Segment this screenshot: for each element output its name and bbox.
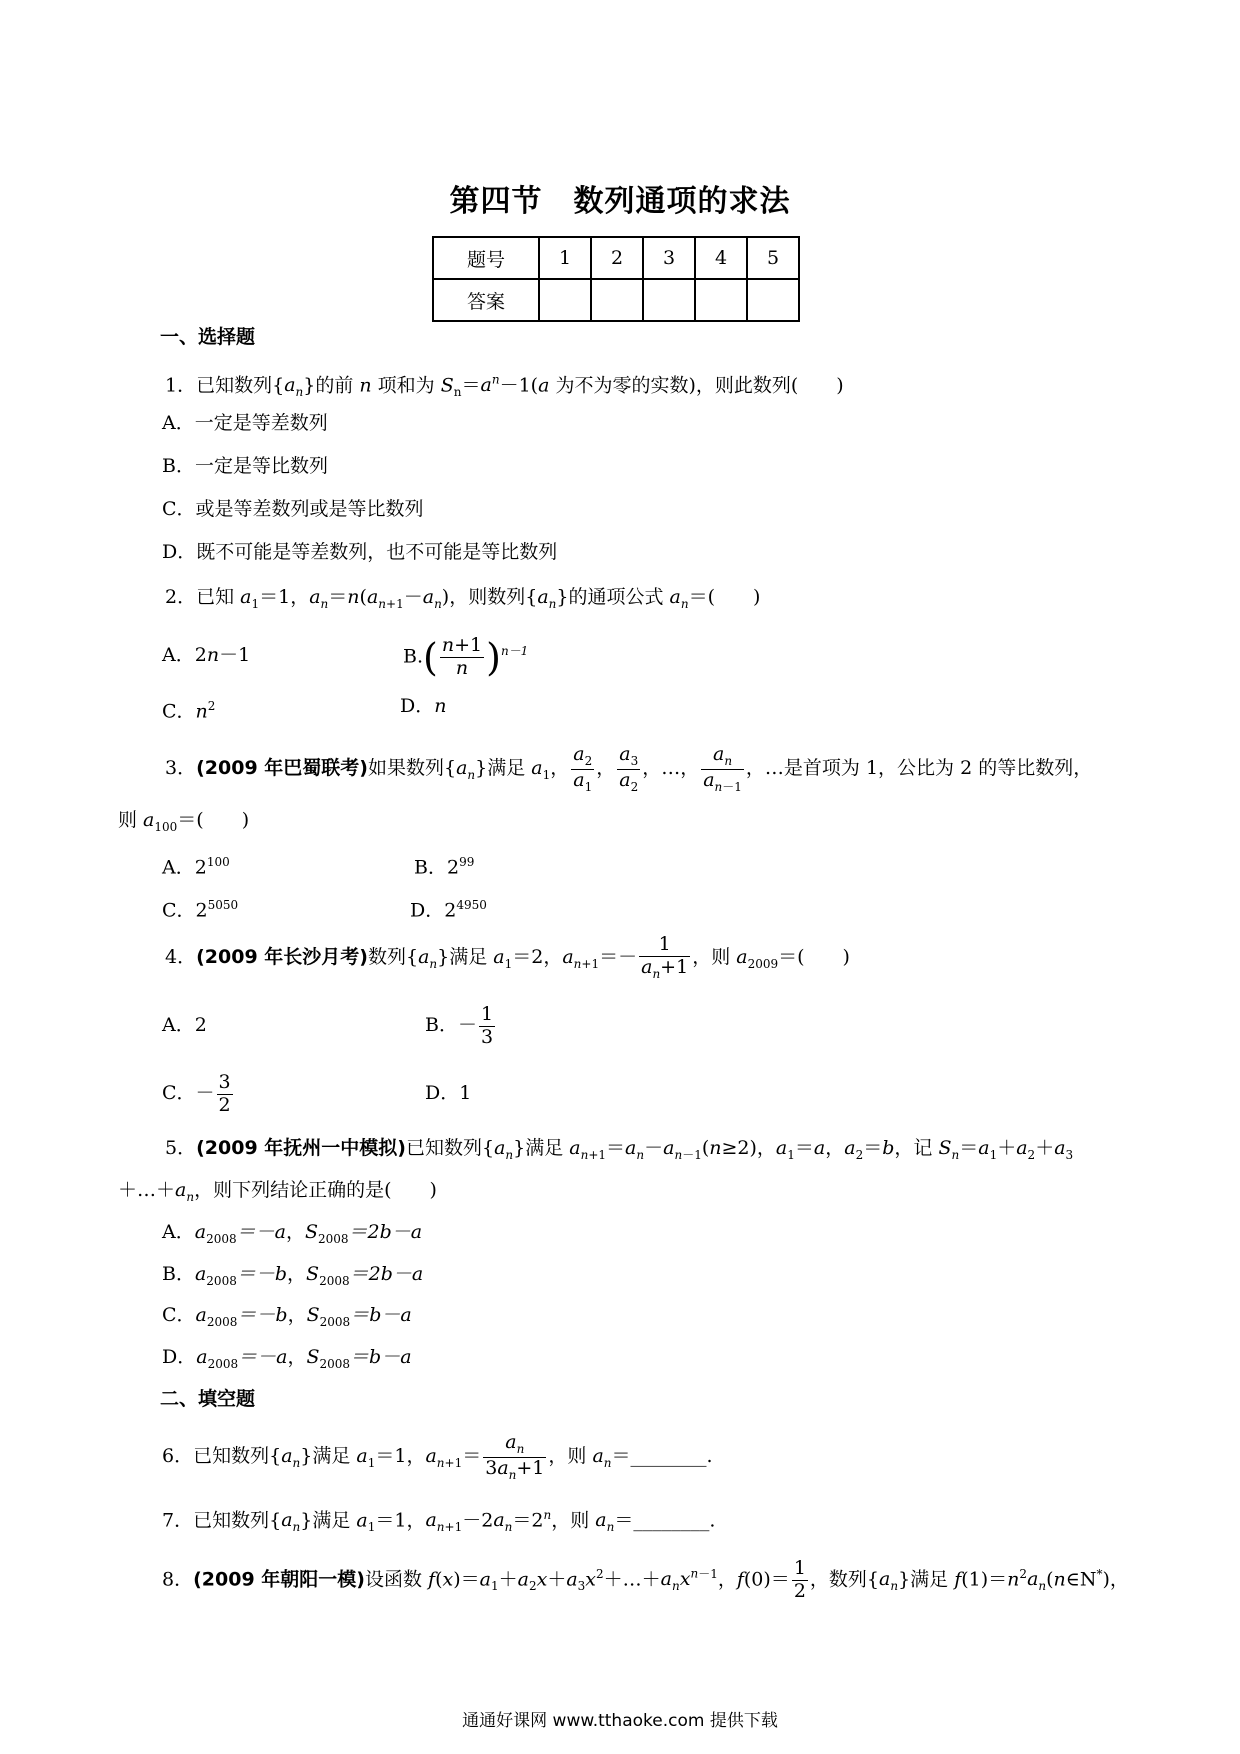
- question-5-stem-continued: $+\dots+a_n$，则下列结论正确的是( ): [118, 1179, 437, 1204]
- question-1-option-b: B．一定是等比数列: [162, 455, 328, 477]
- page-footer: 通通好课网 www.tthaoke.com 提供下载: [462, 1711, 778, 1731]
- answer-table-row-answers: [433, 279, 799, 321]
- answer-cell[interactable]: [643, 279, 695, 321]
- question-2-option-a: A．2n－1: [162, 644, 251, 666]
- question-5-option-c: C．$a_{2008}=-b$，$S_{2008}=b-a$: [162, 1304, 412, 1329]
- question-8-stem: 8．(2009 年朝阳一模)设函数 $f(x)=a_1+a_2x+a_3x^2+\dots+a_nx^{n-1}$，f(0)＝ $\frac{1}{2}$ ，数列$\{a_n\}$满足 $f(1)=n^2a_n(n\in N^*)$，: [162, 1556, 1129, 1602]
- answer-cell[interactable]: [747, 279, 799, 321]
- question-4-option-b: B．－ $\frac{1}{3}$: [425, 1002, 494, 1048]
- question-2-stem: 2．已知 $a_1=1$，$a_n=n(a_{n+1}-a_n)$，则数列$\{a_n\}$的通项公式 $a_n=$( ): [165, 586, 761, 611]
- page-title: 第四节 数列通项的求法: [449, 184, 791, 219]
- section-heading-choice: 一、选择题: [160, 326, 256, 348]
- answer-table-number: 5: [747, 237, 799, 279]
- question-1-option-d: D．既不可能是等差数列，也不可能是等比数列: [162, 541, 558, 563]
- question-2-option-b: B.( $\frac{n+1}{n}$ )$^{n-1}$: [403, 633, 529, 680]
- question-7-stem: 7．已知数列$\{a_n\}$满足 $a_1=1$，$a_{n+1}-2a_n=2^n$，则 $a_n=\_\_\_\_\_\_\_\_$.: [162, 1508, 716, 1535]
- section-heading-fill: 二、填空题: [160, 1388, 256, 1410]
- question-3-option-b: B．$2^{99}$: [414, 855, 475, 879]
- answer-table-number: 1: [539, 237, 591, 279]
- answer-cell[interactable]: [591, 279, 643, 321]
- question-3-option-c: C．$2^{5050}$: [162, 898, 239, 922]
- question-4-option-d: D．1: [425, 1082, 472, 1104]
- question-1-option-a: A．一定是等差数列: [162, 412, 328, 434]
- answer-table: [432, 236, 800, 322]
- question-2-option-c: C．$n^2$: [162, 699, 216, 723]
- question-3-option-d: D．$2^{4950}$: [410, 898, 487, 922]
- answer-table-number: 3: [643, 237, 695, 279]
- answer-table-number: 4: [695, 237, 747, 279]
- question-3-option-a: A．$2^{100}$: [162, 855, 230, 879]
- answer-table-number: 2: [591, 237, 643, 279]
- question-1-stem: 1．已知数列$\{a_n\}$的前 n 项和为 $S_n=a^n-1(a$ 为不为零的实数)，则此数列( ): [165, 373, 844, 400]
- question-6-stem: 6．已知数列$\{a_n\}$满足 $a_1=1$，$a_{n+1}=$ $\frac{a_n}{3a_n+1}$ ，则 $a_n=\_\_\_\_\_\_\_\_$.: [162, 1430, 713, 1482]
- question-5-option-d: D．$a_{2008}=-a$，$S_{2008}=b-a$: [162, 1346, 412, 1371]
- answer-cell[interactable]: [695, 279, 747, 321]
- answer-table-answer-label: 答案: [433, 279, 539, 321]
- question-5-option-a: A．$a_{2008}=-a$，$S_{2008}=2b-a$: [162, 1221, 423, 1246]
- question-2-option-d: D．n: [400, 695, 447, 717]
- question-1-option-c: C．或是等差数列或是等比数列: [162, 498, 424, 520]
- question-5-stem: 5．(2009 年抚州一中模拟)已知数列$\{a_n\}$满足 $a_{n+1}=a_n-a_{n-1}(n\ge 2)$，$a_1=a$，$a_2=b$，记 $S_n=a_1+a_2+a_3$: [165, 1137, 1074, 1162]
- question-4-option-a: A．2: [162, 1014, 207, 1036]
- question-3-stem-continued: 则 $a_{100}=$( ): [118, 809, 250, 834]
- question-4-stem: 4．(2009 年长沙月考)数列$\{a_n\}$满足 $a_1=2$，$a_{n+1}=-$ $\frac{1}{a_n+1}$ ，则 $a_{2009}=$( ): [165, 933, 850, 981]
- answer-table-header: 题号: [433, 237, 539, 279]
- answer-table-row-numbers: [433, 237, 799, 279]
- question-4-option-c: C．－ $\frac{3}{2}$: [162, 1070, 231, 1116]
- answer-cell[interactable]: [539, 279, 591, 321]
- question-5-option-b: B．$a_{2008}=-b$，$S_{2008}=2b-a$: [162, 1263, 424, 1288]
- question-3-stem: 3．(2009 年巴蜀联考)如果数列$\{a_n\}$满足 $a_1$， $\frac{a_2}{a_1}$ ， $\frac{a_3}{a_2}$ ，…， $\frac{a_n}{a_{n-1}}$ ，…是首项为 1，公比为 2 的等比数列，: [165, 742, 1093, 794]
